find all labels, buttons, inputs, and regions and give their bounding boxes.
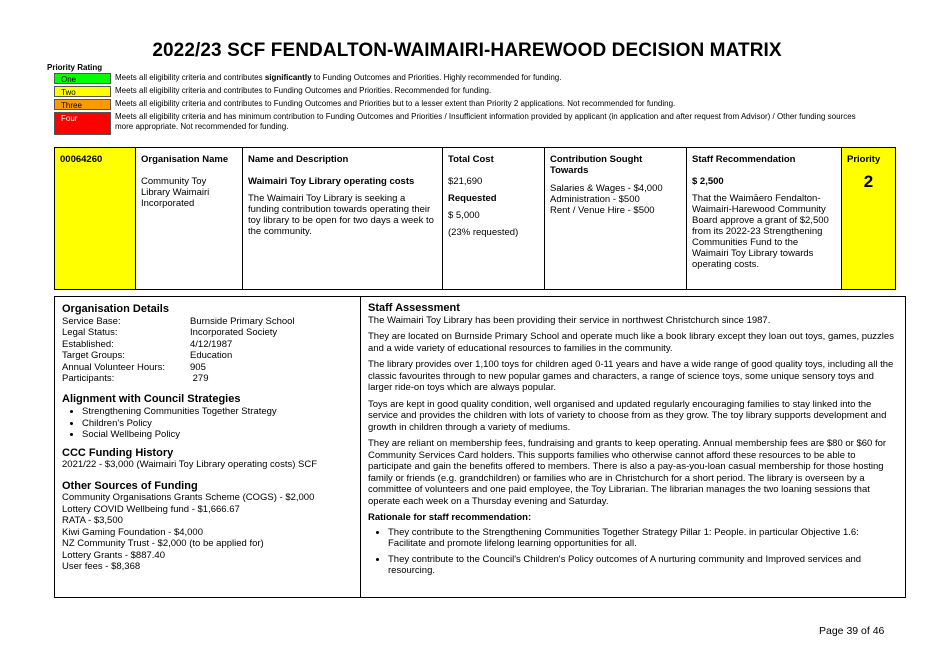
priority-value: 2 — [863, 172, 874, 191]
detail-value: 279 — [190, 373, 209, 384]
detail-value: Education — [190, 350, 233, 361]
other-source-item: Kiwi Gaming Foundation - $4,000 — [62, 526, 203, 538]
organisation-header: Organisation Name — [141, 154, 229, 165]
contribution-item: Rent / Venue Hire - $500 — [550, 205, 655, 216]
staff-recommendation-text: That the Waimāero Fendalton-Waimairi-Harewood Community Board approve a grant of $2,500 from its 2022-23 Strengthening Communities Fund to the Waimairi Toy Library towards operating costs. — [692, 193, 829, 270]
organisation-details-panel — [55, 297, 361, 597]
other-source-item: Lottery Grants - $887.40 — [62, 549, 165, 561]
rationale-item: • They contribute to the Council's Children's Policy outcomes of A nurturing community and Improved services and resourcing. — [388, 554, 898, 577]
cost-cell — [442, 148, 544, 289]
priority-swatch-four: Four — [54, 112, 111, 135]
detail-label: Annual Volunteer Hours: — [62, 361, 165, 373]
detail-label: Legal Status: — [62, 327, 118, 338]
detail-label: Target Groups: — [62, 350, 125, 361]
detail-row — [62, 327, 353, 339]
alignment-item: • Strengthening Communities Together Strategy — [82, 406, 353, 418]
alignment-item: • Social Wellbeing Policy — [82, 429, 353, 441]
description-cell — [242, 148, 442, 289]
detail-value: 905 — [190, 361, 206, 373]
priority-cell — [841, 148, 895, 289]
priority-swatch-two: Two — [54, 86, 111, 97]
priority-legend-row — [54, 99, 874, 111]
total-cost-header: Total Cost — [448, 154, 494, 165]
page-title: 2022/23 SCF FENDALTON-WAIMAIRI-HAREWOOD DECISION MATRIX — [152, 40, 782, 61]
staff-recommendation-cell — [686, 148, 841, 289]
assessment-paragraph: The library provides over 1,100 toys for children aged 0-11 years and have a wide range of good quality toys, including all the classic favourites through to new popular games and characters, a range of science toys, some unique sensory toys and larger ride-on toys which are always popular. — [368, 359, 894, 393]
requested-label: Requested — [448, 193, 497, 204]
other-source-item: RATA - $3,500 — [62, 515, 123, 526]
priority-desc-two: Meets all eligibility criteria and contributes to Funding Outcomes and Priorities. Recommended for funding. — [115, 86, 492, 95]
staff-assessment-panel — [361, 297, 905, 597]
other-source-item: Community Organisations Grants Scheme (COGS) - $2,000 — [62, 492, 315, 503]
other-source-item: Lottery COVID Wellbeing fund - $1,666.67 — [62, 503, 240, 515]
requested-percentage: (23% requested) — [448, 227, 519, 238]
detail-label: Participants: — [62, 373, 115, 384]
detail-value: Incorporated Society — [190, 327, 278, 338]
page-number: Page 39 of 46 — [819, 625, 885, 637]
total-cost: $21,690 — [448, 176, 483, 187]
other-sources-heading: Other Sources of Funding — [62, 479, 198, 492]
detail-value: 4/12/1987 — [190, 338, 233, 350]
detail-row — [62, 373, 353, 385]
assessment-paragraph: Toys are kept in good quality condition, well organised and updated regularly encouraging families to stay linked into the service and provides the children with lots of variety to choose from as they grow. The toy library supports development and growth in children through a variety of mediums. — [368, 398, 887, 433]
staff-assessment-heading: Staff Assessment — [368, 302, 460, 314]
other-source-item: User fees - $8,368 — [62, 561, 141, 572]
assessment-paragraph: They are located on Burnside Primary School and operate much like a book library except they loan out toys, games, puzzles and a wide variety of educational resources to families in the community. — [368, 331, 894, 354]
organisation-details-heading: Organisation Details — [62, 303, 169, 315]
contribution-item: Administration - $500 — [550, 194, 640, 205]
funding-history-text: 2021/22 - $3,000 (Waimairi Toy Library operating costs) SCF — [62, 459, 318, 470]
requested-amount: $ 5,000 — [448, 210, 480, 221]
priority-legend — [54, 73, 874, 136]
detail-row — [62, 316, 353, 328]
priority-swatch-three: Three — [54, 99, 111, 110]
priority-legend-row — [54, 112, 874, 135]
contribution-header: Contribution Sought Towards — [550, 154, 643, 176]
other-source-item: NZ Community Trust - $2,000 (to be applied for) — [62, 538, 264, 549]
application-id: 00064260 — [60, 154, 103, 165]
contribution-item: Salaries & Wages - $4,000 — [550, 183, 663, 194]
organisation-cell — [135, 148, 242, 289]
priority-swatch-one: One — [54, 73, 111, 84]
assessment-paragraph: The Waimairi Toy Library has been providing their service in northwest Christchurch since 1987. — [368, 314, 771, 326]
priority-rating-heading: Priority Rating — [47, 63, 103, 72]
detail-row — [62, 362, 353, 374]
organisation-name: Community Toy Library Waimairi Incorporated — [141, 176, 210, 209]
funding-history-heading: CCC Funding History — [62, 446, 174, 459]
application-id-cell — [55, 148, 135, 289]
application-summary-table — [54, 147, 896, 290]
rationale-item: • They contribute to the Strengthening Communities Together Strategy Pillar 1: People. in particular Objective 1.6: Facilitate and promote lifelong learning opportunities for all. — [388, 527, 898, 550]
detail-value: Burnside Primary School — [190, 315, 295, 327]
project-description: The Waimairi Toy Library is seeking a funding contribution towards operating their toy library to be open for two days a week to the community. — [248, 193, 434, 237]
priority-desc-four: Meets all eligibility criteria and has minimum contribution to Funding Outcomes and Priorities / Insufficient information provided by applicant (in application and after request from Advisor) / Other funding sources more appropriate. Not recommended for funding. — [115, 112, 856, 131]
staff-recommended-amount: $ 2,500 — [692, 176, 724, 187]
staff-recommendation-header: Staff Recommendation — [692, 154, 796, 165]
priority-legend-row — [54, 73, 874, 85]
rationale-heading: Rationale for staff recommendation: — [368, 512, 532, 523]
alignment-list — [62, 406, 353, 441]
detail-label: Service Base: — [62, 315, 121, 327]
alignment-item: • Children's Policy — [82, 418, 353, 430]
detail-label: Established: — [62, 338, 114, 350]
priority-desc-one: Meets all eligibility criteria and contributes significantly to Funding Outcomes and Priorities. Highly recommended for funding. — [115, 73, 562, 82]
alignment-heading: Alignment with Council Strategies — [62, 392, 241, 405]
rationale-list — [368, 527, 898, 577]
priority-header: Priority — [847, 154, 881, 165]
detail-row — [62, 339, 353, 351]
contribution-cell — [544, 148, 686, 289]
project-name: Waimairi Toy Library operating costs — [248, 176, 415, 187]
detail-row — [62, 350, 353, 362]
description-header: Name and Description — [248, 154, 349, 165]
priority-desc-three: Meets all eligibility criteria and contributes to Funding Outcomes and Priorities but to a lesser extent than Priority 2 applications. Not recommended for funding. — [115, 99, 676, 108]
details-section — [54, 296, 906, 598]
priority-legend-row — [54, 86, 874, 98]
assessment-paragraph: They are reliant on membership fees, fundraising and grants to keep operating. Annual membership fees are $80 or $60 for Community Services Card holders. This supports families who otherwise cannot afford these resources to be able to participate and gain the benefits offered to members. There is also a pay-as-you-loan casual membership for those hosting family or friends (e.g. grandchildren) or families who are in Christchurch for a short period. The library is overseen by a committee of volunteers and one paid employee, the Toy Librarian. The librarian manages the two loaning sessions that operate each week on a Thursday evening and Saturday. — [368, 438, 887, 507]
